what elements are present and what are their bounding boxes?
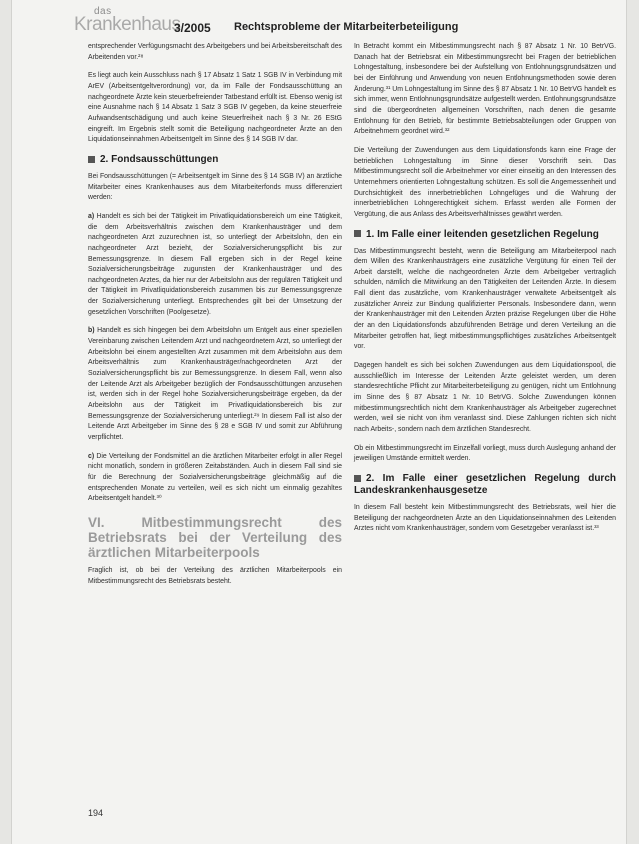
list-item-a: a) Handelt es sich bei der Tätigkeit im Privatliquidationsbereich um eine Tätigkeit, die dem Arbeitsverhältnis zwischen dem Krankenhausträger und dem nachgeordneten Arzt zuzurechnen ist, so unterliegt der Arbeitslohn, den ein nachgeordneter Arzt bezieht, der Sozialversicherungspflicht bis zur Bemessungsgrenze. In diesem Fall ergeben sich in der Regel keine Sozialversicherungsbeiträge zugunsten der Krankenhausträger und des nachgeordneten Arztes, da hier nur der Arbeitslohn aus der regulären Tätigkeit und der Tätigkeit im Privatliquidationsbereich zusammen bis zur Bemessungsgrenze der Sozialversicherung unterliegt. Entsprechendes gilt bei der Umsetzung der gesetzlichen Vorschriften (Poolgesetze). xyxy=(88,212,342,316)
list-item-c: c) Die Verteilung der Fondsmittel an die ärztlichen Mitarbeiter erfolgt in aller Regel nicht monatlich, sondern in größeren Zeitabständen. Auch in diesem Fall sind sie für die Berechnung der Sozialversicherungsbeiträge gleichmäßig auf die entsprechenden Monate zu verteilen, weil es sich nicht um einmalig gezahltes Arbeitsentgelt handelt.³⁰ xyxy=(88,452,342,503)
square-bullet-icon xyxy=(354,230,361,237)
paragraph: In Betracht kommt ein Mitbestimmungsrecht nach § 87 Absatz 1 Nr. 10 BetrVG. Danach hat der Betriebsrat ein Mitbestimmungsrecht bei Fragen der betrieblichen Lohngestaltung, insbesondere bei der Aufstellung von Entlohnungsgrundsätzen und bei der Einführung und Anwendung von neuen Entlohnungsmethoden sowie deren Änderung.³¹ Um Lohngestaltung im Sinne des § 87 Absatz 1 Nr. 10 BetrVG handelt es sich immer, wenn Entlohnungsgrundsätze aufgestellt werden. Entlohnungsgrundsätze sind die übergeordneten allgemeinen Vorschriften, nach denen die gesamte Entlohnung für den Betrieb, für bestimmte Betriebsabteilungen oder Gruppen von Arbeitnehmern geordnet wird.³² xyxy=(354,43,616,136)
chapter-heading: VI. Mitbestimmungsrecht des Betriebsrats bei der Verteilung des ärztlichen Mitarbeiterpools xyxy=(88,514,342,560)
square-bullet-icon xyxy=(354,475,361,482)
journal-logo-small: das xyxy=(94,6,112,17)
paragraph: In diesem Fall besteht kein Mitbestimmungsrecht des Betriebsrats, weil hier die Beteiligung der nachgeordneten Ärzte an den Liquidationseinnahmen des Leitenden Arztes nicht vom Krankenhausträger, sondern vom Gesetzgeber veranlasst ist.³³ xyxy=(354,503,616,533)
section-heading: 2. Fondsausschüttungen xyxy=(88,154,342,166)
page-number: 194 xyxy=(88,808,104,818)
running-title: Rechtsprobleme der Mitarbeiterbeteiligung xyxy=(234,21,459,33)
paragraph: Fraglich ist, ob bei der Verteilung des ärztlichen Mitarbeiterpools ein Mitbestimmungsrecht des Betriebsrats besteht. xyxy=(88,566,342,585)
left-column xyxy=(88,42,342,595)
list-item-b: b) Handelt es sich hingegen bei dem Arbeitslohn um Entgelt aus einer speziellen Vereinbarung zwischen Leitendem Arzt und nachgeordnetem Arzt, so unterliegt der Arbeitslohn bei einem angestellten Arzt zusammen mit dem Arbeitslohn aus dem Arbeitsverhältnis zum Krankenhausträger/nachgeordneten Arzt der Sozialversicherungspflicht bis zur Bemessungsgrenze. In diesem Fall, wenn also der Leitende Arzt als Arbeitgeber bezüglich der Fondsausschüttungen anzusehen ist, werden sich in der Regel hohe Sozialversicherungsbeiträge ergeben, da der Arbeitslohn aus der Tätigkeit im Privatliquidationsbereich bis zur Bemessungsgrenze der Sozialversicherung unterliegt.²⁹ In diesem Fall ist also der Leitende Arzt Arbeitgeber im Sinne des § 28 e SGB IV und somit zur Abführung verpflichtet. xyxy=(88,327,342,441)
paragraph: Dagegen handelt es sich bei solchen Zuwendungen aus dem Liquidationspool, die ausschließlich im Interesse der Leitenden Ärzte geleistet werden, um deren standesrechtliche Pflicht zur Mitarbeiterbeteiligung zu genügen, nicht um Entlohnung im Sinne des § 87 Absatz 1 Nr. 10 BetrVG. Solche Zuwendungen können mitbestimmungsrechtlich nicht dem Krankenhausträger als Arbeitgeber zugerechnet werden, weil sie nicht von ihm veranlasst sind. Diese Zahlungen richten sich nicht nach Arbeits-, sondern nach dem ärztlichen Standesrecht. xyxy=(354,362,616,433)
journal-logo: Krankenhaus xyxy=(74,14,181,35)
square-bullet-icon xyxy=(88,156,95,163)
paragraph: entsprechender Verfügungsmacht des Arbeitgebers und bei Arbeitsbereitschaft des Arbeitenden vor.²⁸ xyxy=(88,43,342,61)
page-header xyxy=(74,6,634,42)
issue-number: 3/2005 xyxy=(174,21,211,35)
right-column xyxy=(354,42,616,543)
document-page xyxy=(12,0,626,844)
paragraph: Ob ein Mitbestimmungsrecht im Einzelfall vorliegt, muss durch Auslegung anhand der jeweiligen Umstände ermittelt werden. xyxy=(354,444,616,463)
paragraph: Es liegt auch kein Ausschluss nach § 17 Absatz 1 Satz 1 SGB IV in Verbindung mit ArEV (Arbeitsentgeltverordnung) vor, da im Falle der Fondsausschüttung an nachgeordnete Ärzte kein steuerbefreiender Tatbestand erfüllt ist. Ebenso wenig ist eine Ausnahme nach § 14 Absatz 1 Satz 3 SGB IV gegeben, da keine steuerfreie Aufwandsentschädigung und auch keine Steuerfreiheit nach § 3 Nr. 26 EStG eingreift. Im Ergebnis stellt somit die Beteiligung nachgeordneter Ärzte an den Liquidationseinnahmen Arbeitsentgelt im Sinne des § 14 SGB IV dar. xyxy=(88,72,342,144)
section-heading: 2. Im Falle einer gesetzlichen Regelung durch Landeskrankenhausgesetze xyxy=(354,472,616,496)
paragraph: Bei Fondsausschüttungen (= Arbeitsentgelt im Sinne des § 14 SGB IV) an ärztliche Mitarbeiter eines Krankenhauses aus dem Mitarbeiterfonds muss differenziert werden: xyxy=(88,172,342,202)
paragraph: Das Mitbestimmungsrecht besteht, wenn die Beteiligung am Mitarbeiterpool nach dem Willen des Krankenhausträgers eine zusätzliche Vergütung für einen Teil der Arbeit darstellt, welche die nachgeordneten Ärzte dem Arbeitgeber vertraglich schulden, nämlich die Mitwirkung an den Tätigkeiten der Leitenden Ärzte. In diesem Fall dient das zusätzliche, vom Krankenhausträger verwaltete Arbeitsentgelt als zusätzlicher Anreiz zur Bindung qualifizierter Personals. Insbesondere dann, wenn der Krankenhausträger mit den Leitenden Ärzten präzise Regelungen über die Höhe der an den Liquidationsfonds abzuführenden Beträge und deren Verteilung an die Mitarbeiter getroffen hat, liegt mitbestimmungspflichtiges zusätzliches Arbeitsentgelt vor. xyxy=(354,247,616,351)
section-heading: 1. Im Falle einer leitenden gesetzlichen Regelung xyxy=(354,229,616,241)
paragraph: Die Verteilung der Zuwendungen aus dem Liquidationsfonds kann eine Frage der betrieblichen Lohngestaltung im Sinne dieser Vorschrift sein. Das Mitbestimmungsrecht soll die Arbeitnehmer vor einer einseitig an den Interessen des Unternehmers orientierten Lohngestaltung schützen. Es soll die Angemessenheit und Durchsichtigkeit des innerbetrieblichen Lohngefüges und die Wahrung der innerbetrieblichen Lohngerechtigkeit sichern. Erfasst werden alle Formen der Vergütung, die aus Anlass des Arbeitsverhältnisses gewährt werden. xyxy=(354,146,616,218)
